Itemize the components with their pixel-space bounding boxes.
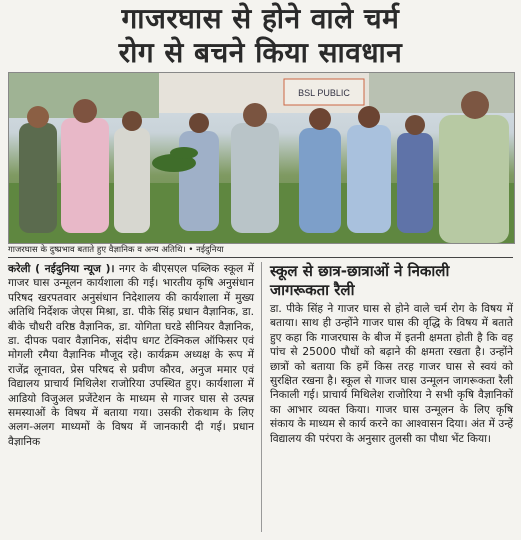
right-column <box>270 302 513 446</box>
headline-line-2: रोग से बचने किया सावधान <box>118 36 403 69</box>
right-column-body: डा. पीके सिंह ने गाजर घास से होने वाले चर्म रोग के विषय में बताया। साथ ही उन्होंने गाजर घास की वृद्धि के विषय में बताते हुए कहा कि गाजरघास के बीज में इतनी क्षमता होती है कि वह पांच से 25000 पौधों को बढ़ाने की क्षमता रखता है। उन्होंने छात्रों को बताया कि हमें किस तरह गाजर घास से स्वयं को सुरक्षित रखना है। स्कूल से गाजर घास उन्मूलन जागरूकता रैली निकाली गई। प्राचार्य मिथिलेश राजोरिया ने सभी कृषि वैज्ञानिकों का आभार व्यक्त किया। गाजर घास उन्मूलन के लिए कृषि संकाय के माध्यम से कार्य करने का आश्वासन दिया। अंत में उन्हें विद्यालय की परंपरा के अनुसार तुलसी का पौधा भेंट किया। <box>270 303 513 445</box>
left-column-text <box>8 262 254 449</box>
left-column <box>8 262 254 449</box>
subheadline: स्कूल से छात्र-छात्राओं ने निकाली जागरूकता रैली <box>270 262 450 299</box>
news-photo <box>8 72 515 244</box>
headline <box>0 2 521 70</box>
school-banner-text: BSL PUBLIC <box>298 88 350 98</box>
headline-line-1: गाजरघास से होने वाले चर्म <box>121 2 400 35</box>
photo-illustration <box>9 73 514 243</box>
column-divider <box>261 262 262 532</box>
photo-caption: गाजरघास के दुष्प्रभाव बताते हुए वैज्ञानिक व अन्य अतिथि। • नईदुनिया <box>8 244 513 258</box>
left-column-body: नगर के बीएसएल पब्लिक स्कूल में गाजर घास उन्मूलन कार्यशाला की गई। भारतीय कृषि अनुसंधान परिषद खरपतवार अनुसंधान निदेशालय की कार्यशाला में मुख्य अतिथि निर्देशक जेएस मिश्रा, डा. पीके सिंह प्रधान वैज्ञानिक, डा. बीके चौधरी वरिष्ठ वैज्ञानिक, डा. योगिता घरडे सीनियर वैज्ञानिक, डा. दीपक पवार वैज्ञानिक, संदीप धगट टेक्निकल ऑफिसर एवं मोगली रमैया वैज्ञानिक मौजूद रहे। कार्यक्रम अध्यक्ष के रूप में राजेंद्र लूनावत, प्रेस परिषद से प्रवीण कौरव, अनुज ममार एवं विद्यालय प्राचार्य मिथिलेश राजोरिया उपस्थित हुए। कार्यशाला में आडियो विजुअल प्रजेंटेशन के माध्यम से गाजर घास से उत्पन्न समस्याओं के विषय में बताया गया। उसकी रोकथाम के लिए अलग-अलग माध्यमों के विषय में जानकारी दी गई। प्रधान वैज्ञानिक <box>8 263 254 448</box>
dateline: करेली ( नईदुनिया न्यूज )। <box>8 263 115 275</box>
